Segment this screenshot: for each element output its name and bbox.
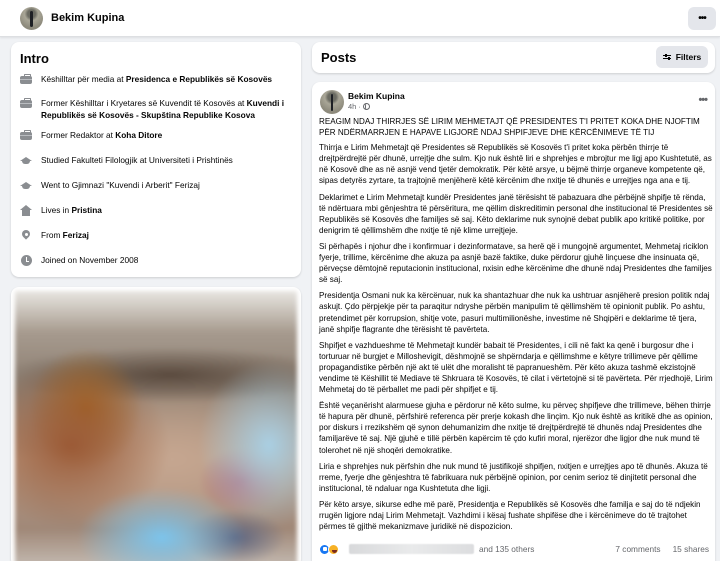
intro-card (11, 42, 301, 277)
post-author-name[interactable]: Bekim Kupina (348, 91, 405, 101)
post-paragraph: Është veçanërisht alarmuese gjuha e përdorur në këto sulme, ku përveç shpifjeve dhe trillimeve, bëhen thirrje të hapura për dhunë, përfshirë referenca për prerje kokash dhe linçim. Kjo nuk është as kritikë dhe as opinion, por diskurs i rrezikshëm që synon dehumanizim dhe nxitje të drejtpërdrejtë të dhunës ndaj Presidentes dhe familjarëve të saj. Një gjuhë e tillë përbën kapërcim të çdo kufiri moral, njerëzor dhe ligjor dhe nuk mund të tolerohet në një shoqëri demokratike. (319, 401, 713, 455)
graduation-cap-icon (20, 155, 32, 166)
posts-header (312, 42, 715, 73)
blurred-photo[interactable] (15, 291, 297, 561)
clock-icon (20, 255, 32, 266)
intro-item-work-former-1: Former Këshilltar i Kryetares së Kuvendit të Kosovës at Kuvendi i Republikës së Kosovës - Skupština Republike Kosova (20, 98, 295, 121)
post-reactions-bar (319, 542, 709, 556)
home-icon (20, 205, 32, 216)
more-options-button[interactable] (688, 7, 716, 30)
post-card (312, 82, 715, 561)
post-author-avatar[interactable] (320, 90, 344, 114)
post-paragraph: Liria e shprehjes nuk përfshin dhe nuk mund të justifikojë shpifjen, nxitjen e urrejtjes apo të dhunës. Akuza të rreme, fyerje dhe gënjeshtra të fabrikuara nuk përbëjnë opinion, por cenim serioz të dinjitetit personal dhe institucional, të ndaluar nga Kushtetuta dhe ligji. (319, 461, 708, 493)
post-timestamp[interactable]: 4h · (348, 102, 361, 111)
profile-name[interactable]: Bekim Kupina (51, 12, 125, 24)
intro-item-work-current: Këshilltar për media at Presidenca e Republikës së Kosovës (20, 74, 295, 86)
haha-icon[interactable] (328, 544, 339, 555)
intro-item-lives-in: Lives in Pristina (20, 205, 295, 217)
briefcase-icon (20, 100, 32, 108)
photos-card (11, 287, 301, 561)
briefcase-icon (20, 76, 32, 84)
profile-avatar[interactable] (20, 7, 43, 30)
workplace-link[interactable]: Presidenca e Republikës së Kosovës (125, 74, 273, 84)
reactions-count[interactable]: and 135 others (479, 544, 535, 554)
intro-item-from: From Ferizaj (20, 230, 295, 242)
graduation-cap-icon (20, 180, 32, 191)
post-paragraph: Thirrja e Lirim Mehmetajt që Presidentes së Republikës së Kosovës t'i pritet koka përbën thirrje të drejtpërdrejtë për dhunë, urrejtje dhe sulm. Kjo nuk është liri e shprehjes e mbrojtur me ligj apo Kushtetutë, as në Kosovë dhe as në asnjë vend tjetër demokratik. Për këtë arsye, u bëjmë thirrje organeve kompetente që, sipas detyrës zyrtare, ta trajtojnë menjëherë këtë kërcënim dhe nxitje të dhunës e urrejtjes nga ana e tij. (319, 143, 712, 186)
profile-top-bar (0, 0, 720, 37)
location-pin-icon (20, 230, 32, 241)
hometown-link[interactable]: Ferizaj (62, 230, 89, 240)
post-paragraph: Deklarimet e Lirim Mehmetajt kundër Presidentes janë tërësisht të pabazuara dhe përbëjnë shpifje të rënda, të ndërtuara mbi gënjeshtra të përsëritura, me qëllim diskreditimin personal dhe institucional të Presidentes së Republikës së Kosovës dhe familjes së saj. Këto deklarime nuk synojnë debat publik apo kritikë politike, por denigrim të qëllimshëm dhe nxitje të një klime urrejtjeje. (319, 192, 713, 235)
shares-count[interactable]: 15 shares (672, 544, 709, 554)
workplace-link[interactable]: Koha Ditore (115, 130, 163, 140)
comments-count[interactable]: 7 comments (615, 544, 661, 554)
city-link[interactable]: Pristina (71, 205, 102, 215)
intro-item-work-former-2: Former Redaktor at Koha Ditore (20, 130, 295, 142)
post-more-button[interactable]: ••• (698, 94, 707, 106)
post-meta (348, 102, 370, 111)
post-headline: REAGIM NDAJ THIRRJES SË LIRIM MEHMETAJT QË PRESIDENTES T'I PRITET KOKA DHE NJOFTIM PËR NDËRMARRJEN E HAPAVE LIGJORË NDAJ SHPIFJEVE DHE KËRCËNIMEVE TË TIJ (319, 117, 700, 138)
intro-item-education-university: Studied Fakulteti Filologjik at Universiteti i Prishtinës (20, 155, 295, 167)
more-dots-icon: ••• (698, 13, 706, 24)
sliders-icon (663, 54, 671, 61)
post-body (319, 116, 713, 537)
post-paragraph: Si përhapës i njohur dhe i konfirmuar i dezinformatave, sa herë që i mungojnë argumentet, Mehmetaj riciklon fyerje, trillime, kërcënime dhe akuza pa asnjë bazë faktike, duke përdorur gjuhë linçuese dhe insinuata që, përveçse dëmtojnë reputacionin institucional, nxisin edhe kërcënime dhe dhunë ndaj Presidentes dhe familjes së saj. (319, 241, 712, 285)
briefcase-icon (20, 132, 32, 140)
filters-button[interactable]: Filters (656, 46, 708, 68)
posts-title: Posts (321, 50, 357, 65)
intro-title: Intro (20, 51, 49, 66)
post-paragraph: Shpifjet e vazhdueshme të Mehmetajt kundër babait të Presidentes, i cili në fakt ka qenë i burgosur dhe i torturuar në burgjet e Milloshevigit, dëshmojnë se shpërndarja e qëllimshme e këtyre trillimeve për qëllime propagandistike përbën një akt të ulët dhe moralisht të papranueshëm. Për këto akuza tashmë ekzistojnë vendime të Këshillit të Mediave të Shkruara të Kosovës, të cilat i vërtetojnë si të pavërteta. Për rrjedhojë, Lirim Mehmetaj do të përballet me padi për shpifjet e tij. (319, 340, 713, 395)
post-paragraph: Për këto arsye, sikurse edhe më parë, Presidentja e Republikës së Kosovës dhe familja e saj do të ndjekin rrugën ligjore ndaj Lirim Mehmetajt. Vazhdimi i kësaj fushate shpifëse dhe i kërcënimeve do të trajtohet përmes të gjithë mekanizmave juridikë në dispozicion. (319, 499, 701, 532)
intro-item-education-school: Went to Gjimnazi "Kuvendi i Arberit" Ferizaj (20, 180, 295, 192)
intro-item-joined: Joined on November 2008 (20, 255, 295, 267)
blurred-reactor-names[interactable] (349, 544, 474, 554)
workplace-link[interactable]: Kuvendi i Republikës së Kosovës - Skupština Republike Kosova (41, 98, 285, 120)
post-paragraph: Presidentja Osmani nuk ka kërcënuar, nuk ka shantazhuar dhe nuk ka ushtruar asnjëherë presion politik ndaj askujt. Çdo përpjekje për ta paraqitur ndryshe përbën manipulim të qëllimshëm të opinionit publik. Po ashtu, pretendimet për korrupsion, shitje vote, pasuri multimilionëshe, investime në Shqipëri e deklarime të tjera, janë shpifje flagrante dhe tërësisht të pavërteta. (319, 291, 710, 334)
globe-icon (363, 103, 370, 110)
